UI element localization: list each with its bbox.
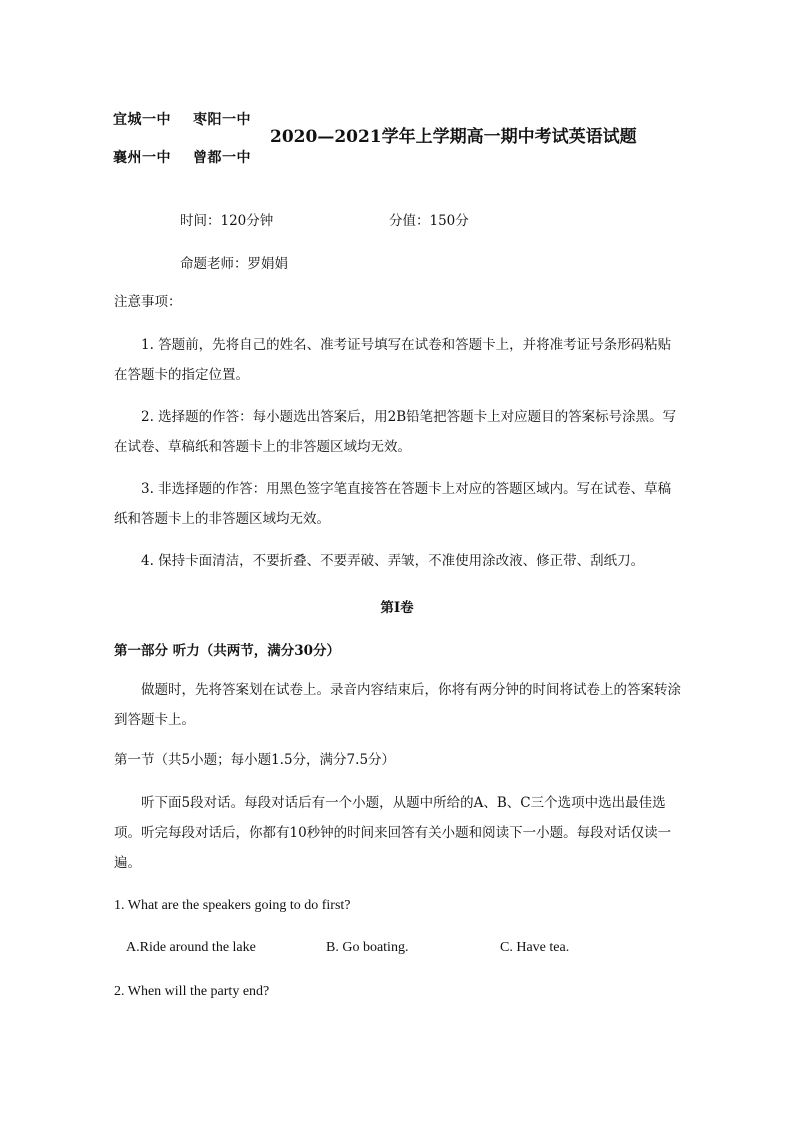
school-name-1: 宜城一中	[113, 112, 171, 128]
question-1-text: 1. What are the speakers going to do first?	[114, 898, 351, 913]
school-name-4: 曾都一中	[193, 150, 251, 166]
question-1-option-b: B. Go boating.	[326, 940, 409, 955]
school-name-3: 襄州一中	[113, 150, 171, 166]
question-1-option-a: A.Ride around the lake	[126, 940, 256, 955]
notice-item-4: 4. 保持卡面清洁，不要折叠、不要弄破、弄皱，不准使用涂改液、修正带、刮纸刀。	[141, 553, 645, 569]
school-name-2: 枣阳一中	[193, 112, 251, 128]
volume-heading: 第I卷	[380, 600, 414, 616]
notice-item-2: 2. 选择题的作答：每小题选出答案后，用2B铅笔把答题卡上对应题目的答案标号涂黑。写在试卷、草稿纸和答题卡上的非答题区域均无效。	[114, 409, 677, 455]
section1-heading: 第一节（共5小题；每小题1.5分，满分7.5分）	[114, 752, 396, 768]
exam-score: 分值：150分	[389, 213, 469, 229]
question-2-text: 2. When will the party end?	[114, 984, 270, 999]
question-1-option-c: C. Have tea.	[500, 940, 570, 955]
notice-item-3: 3. 非选择题的作答：用黑色签字笔直接答在答题卡上对应的答题区域内。写在试卷、草稿纸和答题卡上的非答题区域均无效。	[114, 481, 672, 527]
exam-title: 2020—2021学年上学期高一期中考试英语试题	[270, 127, 637, 147]
part1-intro: 做题时，先将答案划在试卷上。录音内容结束后，你将有两分钟的时间将试卷上的答案转涂到答题卡上。	[114, 682, 681, 728]
notice-heading: 注意事项：	[114, 294, 182, 310]
notice-item-1: 1. 答题前，先将自己的姓名、准考证号填写在试卷和答题卡上，并将准考证号条形码粘贴在答题卡的指定位置。	[114, 337, 672, 383]
exam-teacher: 命题老师：罗娟娟	[180, 256, 288, 272]
exam-time: 时间：120分钟	[180, 213, 274, 229]
part1-heading: 第一部分 听力（共两节，满分30分）	[114, 643, 340, 659]
section1-intro: 听下面5段对话。每段对话后有一个小题，从题中所给的A、B、C三个选项中选出最佳选项。听完每段对话后，你都有10秒钟的时间来回答有关小题和阅读下一小题。每段对话仅读一遍。	[114, 795, 672, 871]
